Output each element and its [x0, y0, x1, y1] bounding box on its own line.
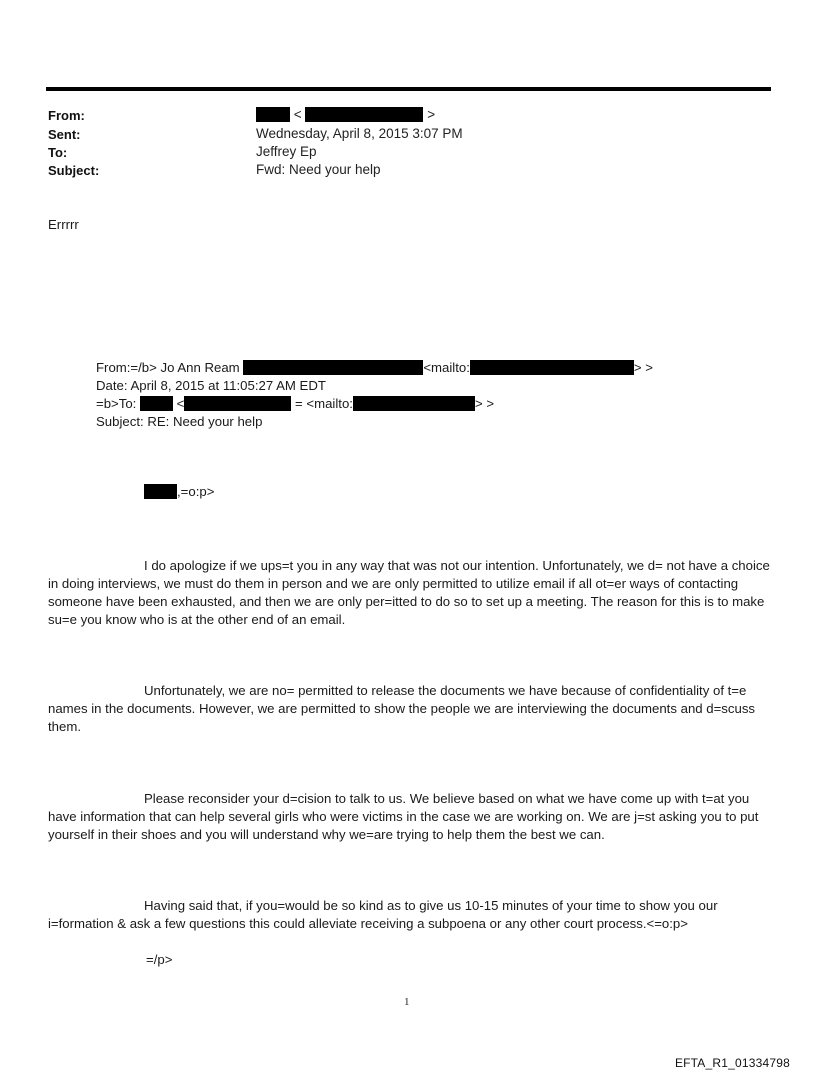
greeting-text: Errrrr	[48, 217, 79, 232]
to-label: To:	[48, 145, 68, 160]
from-label: From:	[48, 108, 85, 123]
to-value: Jeffrey Ep	[256, 144, 317, 159]
redaction-block	[243, 360, 423, 375]
fwd-from-end: > >	[633, 360, 653, 375]
subject-label: Subject:	[48, 163, 100, 178]
redaction-block	[140, 396, 173, 411]
fwd-to-mid: = <mailto:	[295, 396, 353, 411]
fwd-date-line: Date: April 8, 2015 at 11:05:27 AM EDT	[96, 378, 326, 393]
fwd-subject-line: Subject: RE: Need your help	[96, 414, 263, 429]
fwd-from-line	[96, 359, 653, 377]
trailing-markup: =/p>	[146, 952, 173, 967]
body-paragraph: Having said that, if you=would be so kind as to give us 10-15 minutes of your time to show you our i=formation & ask a few questions this could alleviate receiving a subpoena or any other court process.<=o:p>	[48, 898, 718, 931]
body-paragraph: I do apologize if we ups=t you in any way that was not our intention. Unfortunately, we d= not have a choice in doing interviews, we must do them in person and we are only permitted to utilize email if all ot=er ways of contacting someone have been exhausted, and then we are only per=itted to do so to set up a meeting. The reason for this is to make su=e you know who is at the other end of an email.	[48, 558, 770, 627]
salutation-line	[144, 483, 214, 501]
from-lt: <	[293, 107, 302, 122]
redaction-block	[353, 396, 475, 411]
redaction-block	[144, 484, 177, 499]
fwd-to-lt: <	[176, 396, 185, 411]
redaction-block	[184, 396, 291, 411]
fwd-to-end: > >	[474, 396, 495, 411]
page-number: 1	[404, 996, 410, 1008]
fwd-to-prefix: =b>To:	[96, 396, 137, 411]
body-paragraph: Unfortunately, we are no= permitted to release the documents we have because of confidentiality of t=e names in the documents. However, we are permitted to show the people we are interviewing the documents and d=scuss them.	[48, 683, 756, 734]
header-rule	[46, 87, 771, 91]
fwd-from-prefix: From:=/b> Jo Ann Ream	[96, 360, 240, 375]
sent-label: Sent:	[48, 127, 81, 142]
from-value	[256, 107, 435, 122]
redaction-block	[256, 107, 290, 122]
salutation-suffix: ,=o:p>	[177, 484, 215, 499]
subject-value: Fwd: Need your help	[256, 162, 381, 177]
sent-value: Wednesday, April 8, 2015 3:07 PM	[256, 126, 463, 141]
from-gt: >	[427, 107, 436, 122]
redaction-block	[305, 107, 423, 122]
body-paragraph: Please reconsider your d=cision to talk to us. We believe based on what we have come up with t=at you have information that can help several girls who were victims in the case we are working on. We are j=st asking you to put yourself in their shoes and you will understand why we=are trying to help them the best we can.	[48, 791, 759, 842]
document-id: EFTA_R1_01334798	[674, 1056, 790, 1070]
fwd-from-mailto: <mailto:	[423, 360, 470, 375]
fwd-to-line	[96, 395, 494, 413]
redaction-block	[470, 360, 634, 375]
